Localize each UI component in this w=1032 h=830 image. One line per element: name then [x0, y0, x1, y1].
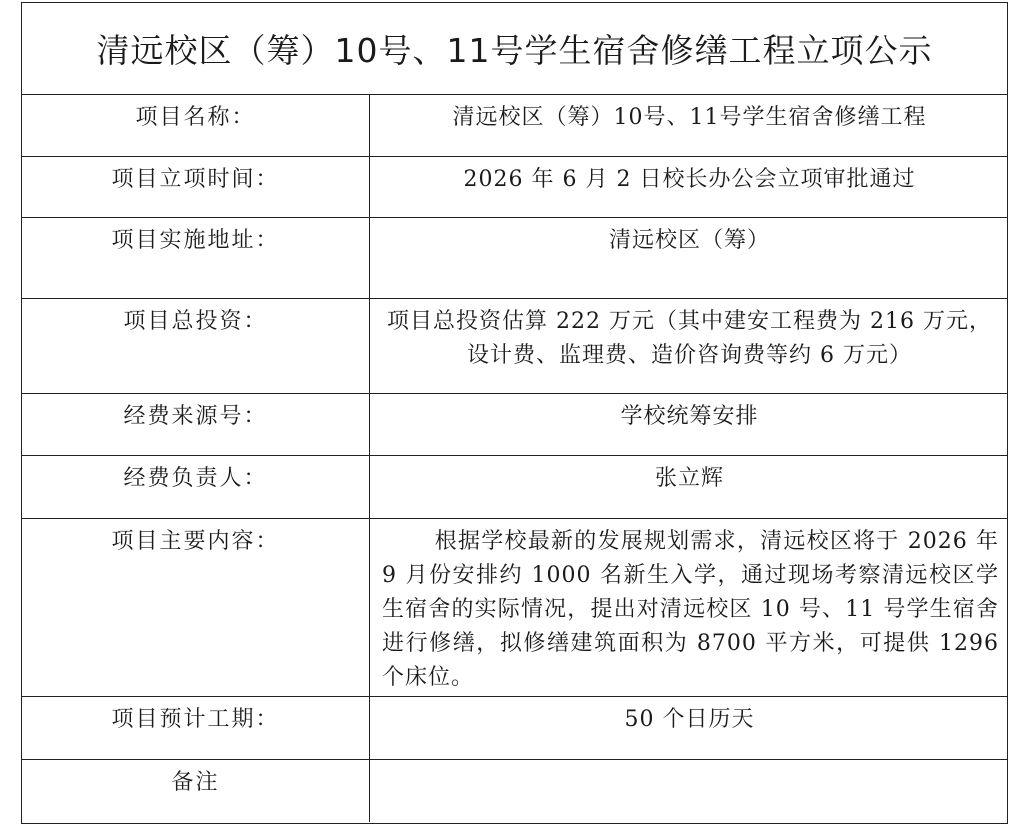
value-duration: 50 个日历天	[624, 707, 755, 732]
row-approval-time	[22, 157, 1007, 218]
row-main-content	[22, 519, 1007, 697]
row-funding-manager	[22, 456, 1007, 519]
value-approval-time: 2026 年 6 月 2 日校长办公会立项审批通过	[463, 167, 916, 192]
value-location: 清远校区（筹）	[608, 228, 770, 253]
label-approval-time: 项目立项时间：	[22, 157, 370, 217]
announcement-table	[21, 2, 1008, 824]
row-project-name	[22, 95, 1007, 157]
row-funding-source	[22, 394, 1007, 456]
label-main-content: 项目主要内容：	[22, 519, 370, 696]
row-remarks	[22, 760, 1007, 822]
value-funding-source: 学校统筹安排	[620, 404, 759, 429]
label-location: 项目实施地址：	[22, 218, 370, 298]
label-duration: 项目预计工期：	[22, 697, 370, 759]
value-main-content: 根据学校最新的发展规划需求，清远校区将于 2026 年 9 月份安排约 1000 名新生入学，通过现场考察清远校区学生宿舍的实际情况，提出对清远校区 10 号、11 号学生宿舍进行修缮，拟修缮建筑面积为 8700 平方米，可提供 1296 个床位。	[382, 529, 999, 690]
value-funding-manager: 张立辉	[654, 466, 724, 491]
row-location	[22, 218, 1007, 299]
label-remarks: 备注	[22, 760, 370, 822]
row-total-investment	[22, 299, 1007, 394]
value-project-name: 清远校区（筹）10号、11号学生宿舍修缮工程	[452, 105, 927, 130]
page-title: 清远校区（筹）10号、11号学生宿舍修缮工程立项公示	[22, 3, 1007, 95]
label-funding-manager: 经费负责人：	[22, 456, 370, 518]
row-duration	[22, 697, 1007, 760]
label-total-investment: 项目总投资：	[22, 299, 370, 393]
value-total-investment: 项目总投资估算 222 万元（其中建安工程费为 216 万元，设计费、监理费、造价咨询费等约 6 万元）	[387, 309, 992, 368]
value-remarks	[370, 760, 1007, 822]
label-funding-source: 经费来源号：	[22, 394, 370, 455]
label-project-name: 项目名称：	[22, 95, 370, 156]
